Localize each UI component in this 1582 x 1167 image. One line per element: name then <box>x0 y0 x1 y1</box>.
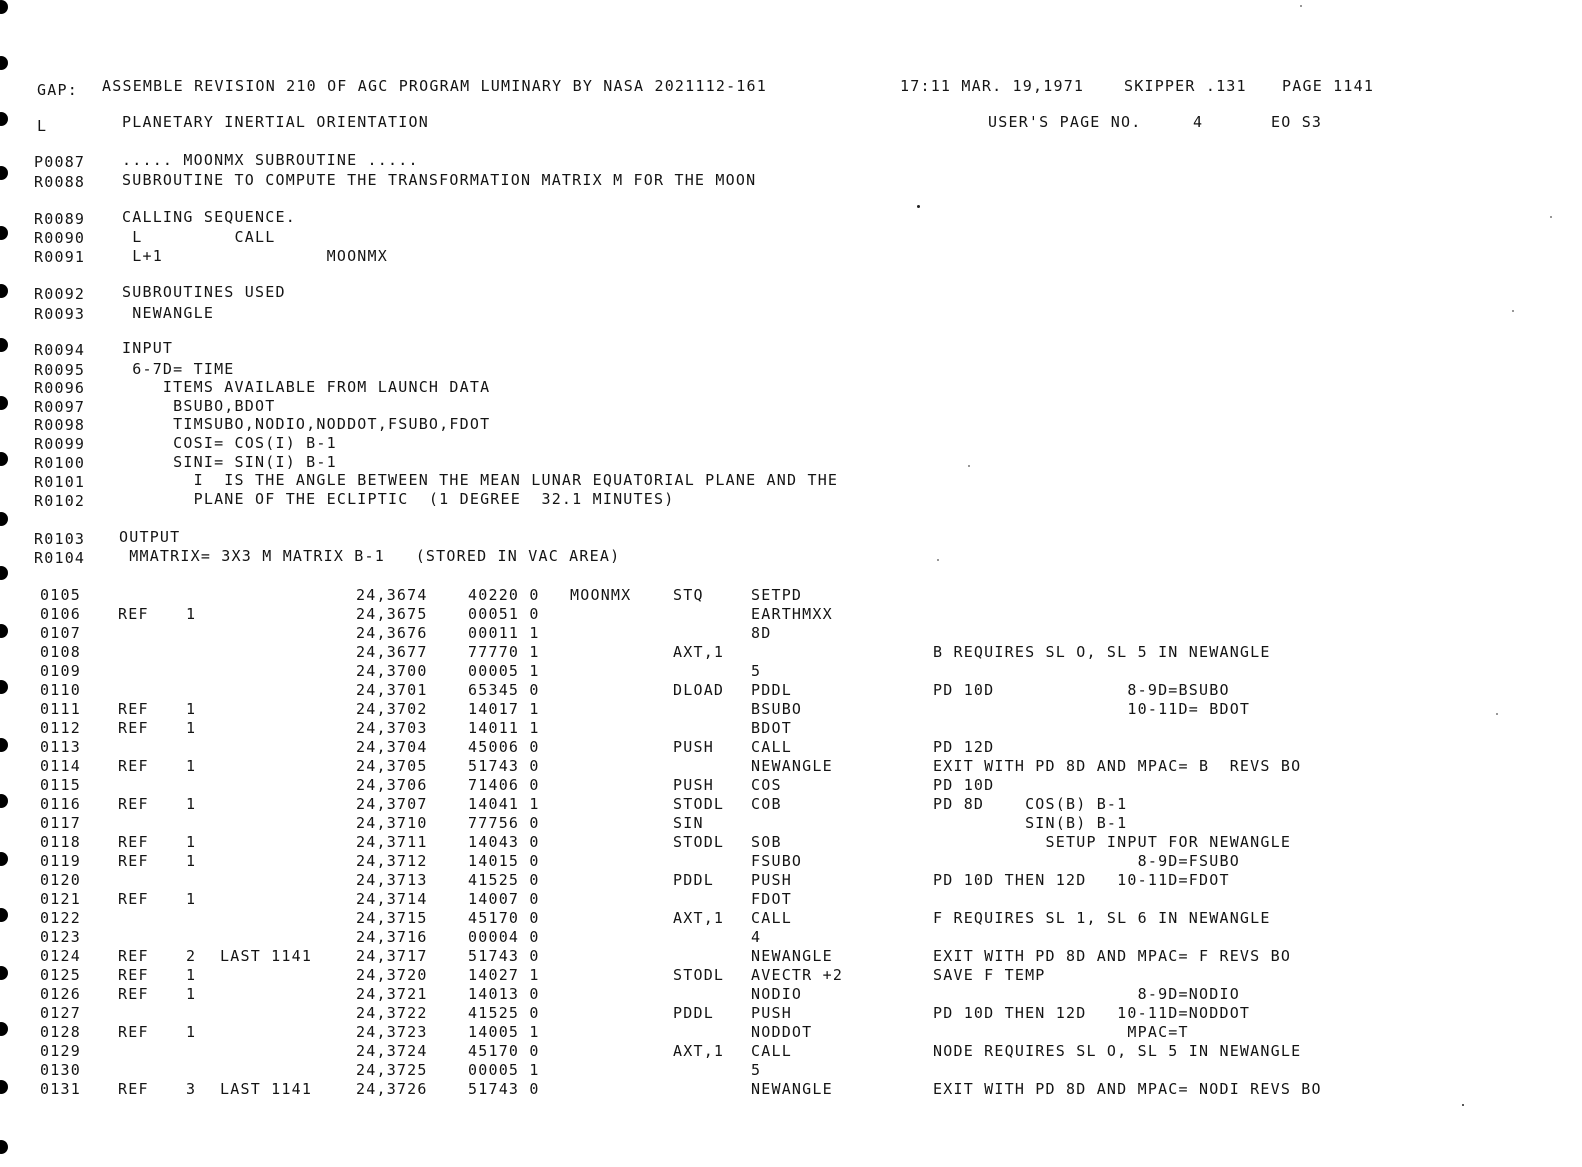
octal-word: 77770 1 <box>468 643 540 661</box>
line-number: 0115 <box>40 776 81 794</box>
octal-word: 45170 0 <box>468 909 540 927</box>
remark-num: R0092 <box>34 285 86 303</box>
opcode-1: PUSH <box>673 776 714 794</box>
octal-word: 51743 0 <box>468 947 540 965</box>
octal-word: 41525 0 <box>468 871 540 889</box>
octal-word: 00005 1 <box>468 1061 540 1079</box>
opcode-1: AXT,1 <box>673 909 725 927</box>
address: 24,3700 <box>356 662 428 680</box>
line-number: 0107 <box>40 624 81 642</box>
remark-text: PLANE OF THE ECLIPTIC (1 DEGREE 32.1 MINUTES) <box>122 490 675 508</box>
header-gap-label: GAP: <box>37 81 78 99</box>
opcode-2: NEWANGLE <box>751 1080 833 1098</box>
address: 24,3712 <box>356 852 428 870</box>
header-skipper: SKIPPER .131 <box>1124 77 1247 95</box>
line-number: 0114 <box>40 757 81 775</box>
opcode-2: NEWANGLE <box>751 947 833 965</box>
ref-label: REF <box>118 605 149 623</box>
address: 24,3710 <box>356 814 428 832</box>
remark-num: R0100 <box>34 454 86 472</box>
remark-text: CALLING SEQUENCE. <box>122 208 296 226</box>
octal-word: 14007 0 <box>468 890 540 908</box>
ref-label: REF <box>118 852 149 870</box>
address: 24,3715 <box>356 909 428 927</box>
header-title: ASSEMBLE REVISION 210 OF AGC PROGRAM LUMINARY BY NASA 2021112-161 <box>102 77 767 95</box>
ref-label: REF <box>118 1023 149 1041</box>
octal-word: 14005 1 <box>468 1023 540 1041</box>
line-number: 0118 <box>40 833 81 851</box>
remark-text: SUBROUTINES USED <box>122 283 286 301</box>
comment: 8-9D=NODIO <box>933 985 1240 1003</box>
opcode-1: PUSH <box>673 738 714 756</box>
comment: EXIT WITH PD 8D AND MPAC= F REVS BO <box>933 947 1292 965</box>
ref-label: REF <box>118 700 149 718</box>
opcode-2: 8D <box>751 624 772 642</box>
line-number: 0120 <box>40 871 81 889</box>
address: 24,3717 <box>356 947 428 965</box>
line-number: 0106 <box>40 605 81 623</box>
users-page-number: 4 <box>1193 113 1204 131</box>
remark-num: R0103 <box>34 530 86 548</box>
remark-text: OUTPUT <box>119 528 181 546</box>
comment: SETUP INPUT FOR NEWANGLE <box>933 833 1292 851</box>
address: 24,3716 <box>356 928 428 946</box>
address: 24,3726 <box>356 1080 428 1098</box>
remark-text: COSI= COS(I) B-1 <box>122 434 337 452</box>
remark-num: R0096 <box>34 379 86 397</box>
octal-word: 14015 0 <box>468 852 540 870</box>
remark-text: ..... MOONMX SUBROUTINE ..... <box>122 151 419 169</box>
remark-num: R0088 <box>34 173 86 191</box>
octal-word: 14043 0 <box>468 833 540 851</box>
ref-count: 3 <box>186 1080 197 1098</box>
opcode-2: CALL <box>751 909 792 927</box>
comment: PD 10D THEN 12D 10-11D=FDOT <box>933 871 1230 889</box>
comment: 8-9D=FSUBO <box>933 852 1240 870</box>
subheader-l: L <box>37 117 48 135</box>
ref-count: 1 <box>186 795 197 813</box>
subheader-title: PLANETARY INERTIAL ORIENTATION <box>122 113 429 131</box>
opcode-2: COB <box>751 795 782 813</box>
opcode-2: AVECTR +2 <box>751 966 844 984</box>
users-page-label: USER'S PAGE NO. <box>988 113 1142 131</box>
header-page: PAGE 1141 <box>1282 77 1375 95</box>
ref-label: REF <box>118 890 149 908</box>
opcode-2: FSUBO <box>751 852 803 870</box>
address: 24,3714 <box>356 890 428 908</box>
ref-count: 1 <box>186 833 197 851</box>
address: 24,3706 <box>356 776 428 794</box>
line-number: 0124 <box>40 947 81 965</box>
address: 24,3701 <box>356 681 428 699</box>
address: 24,3720 <box>356 966 428 984</box>
line-number: 0130 <box>40 1061 81 1079</box>
ref-count: 1 <box>186 605 197 623</box>
last-page: LAST 1141 <box>220 947 313 965</box>
remark-text: I IS THE ANGLE BETWEEN THE MEAN LUNAR EQUATORIAL PLANE AND THE <box>122 471 839 489</box>
remark-text: INPUT <box>122 339 174 357</box>
comment: 10-11D= BDOT <box>933 700 1251 718</box>
octal-word: 41525 0 <box>468 1004 540 1022</box>
octal-word: 45006 0 <box>468 738 540 756</box>
opcode-1: DLOAD <box>673 681 725 699</box>
opcode-2: NODDOT <box>751 1023 813 1041</box>
ref-label: REF <box>118 833 149 851</box>
comment: PD 10D 8-9D=BSUBO <box>933 681 1230 699</box>
remark-text: SUBROUTINE TO COMPUTE THE TRANSFORMATION MATRIX M FOR THE MOON <box>122 171 757 189</box>
address: 24,3703 <box>356 719 428 737</box>
line-number: 0111 <box>40 700 81 718</box>
octal-word: 14013 0 <box>468 985 540 1003</box>
opcode-2: SOB <box>751 833 782 851</box>
comment: PD 10D <box>933 776 995 794</box>
opcode-1: AXT,1 <box>673 1042 725 1060</box>
comment: F REQUIRES SL 1, SL 6 IN NEWANGLE <box>933 909 1271 927</box>
opcode-2: CALL <box>751 1042 792 1060</box>
octal-word: 77756 0 <box>468 814 540 832</box>
ref-count: 1 <box>186 719 197 737</box>
ref-label: REF <box>118 757 149 775</box>
opcode-2: 4 <box>751 928 762 946</box>
line-number: 0127 <box>40 1004 81 1022</box>
opcode-1: PDDL <box>673 871 714 889</box>
line-number: 0119 <box>40 852 81 870</box>
opcode-2: SETPD <box>751 586 803 604</box>
address: 24,3707 <box>356 795 428 813</box>
octal-word: 14011 1 <box>468 719 540 737</box>
address: 24,3704 <box>356 738 428 756</box>
remark-num: R0104 <box>34 549 86 567</box>
line-number: 0125 <box>40 966 81 984</box>
ref-label: REF <box>118 1080 149 1098</box>
ref-label: REF <box>118 985 149 1003</box>
remark-text: L+1 MOONMX <box>122 247 388 265</box>
remark-text: 6-7D= TIME <box>122 360 235 378</box>
comment: MPAC=T <box>933 1023 1189 1041</box>
octal-word: 45170 0 <box>468 1042 540 1060</box>
opcode-2: NODIO <box>751 985 803 1003</box>
remark-text: NEWANGLE <box>122 304 215 322</box>
octal-word: 40220 0 <box>468 586 540 604</box>
line-number: 0122 <box>40 909 81 927</box>
address: 24,3722 <box>356 1004 428 1022</box>
address: 24,3676 <box>356 624 428 642</box>
ref-count: 1 <box>186 700 197 718</box>
remark-num: R0090 <box>34 229 86 247</box>
ref-count: 1 <box>186 890 197 908</box>
opcode-1: STODL <box>673 966 725 984</box>
comment: NODE REQUIRES SL O, SL 5 IN NEWANGLE <box>933 1042 1302 1060</box>
remark-num: R0091 <box>34 248 86 266</box>
remark-num: R0093 <box>34 305 86 323</box>
opcode-2: PUSH <box>751 871 792 889</box>
octal-word: 14017 1 <box>468 700 540 718</box>
opcode-2: FDOT <box>751 890 792 908</box>
comment: PD 12D <box>933 738 995 756</box>
octal-word: 00005 1 <box>468 662 540 680</box>
opcode-2: CALL <box>751 738 792 756</box>
address: 24,3713 <box>356 871 428 889</box>
address: 24,3702 <box>356 700 428 718</box>
opcode-1: STODL <box>673 833 725 851</box>
ref-count: 1 <box>186 852 197 870</box>
line-number: 0123 <box>40 928 81 946</box>
line-number: 0117 <box>40 814 81 832</box>
octal-word: 00011 1 <box>468 624 540 642</box>
ref-label: REF <box>118 795 149 813</box>
octal-word: 51743 0 <box>468 1080 540 1098</box>
line-number: 0131 <box>40 1080 81 1098</box>
octal-word: 14041 1 <box>468 795 540 813</box>
remark-text: TIMSUBO,NODIO,NODDOT,FSUBO,FDOT <box>122 415 491 433</box>
remark-num: P0087 <box>34 153 86 171</box>
line-number: 0126 <box>40 985 81 1003</box>
comment: SIN(B) B-1 <box>933 814 1128 832</box>
opcode-1: PDDL <box>673 1004 714 1022</box>
line-number: 0113 <box>40 738 81 756</box>
remark-text: ITEMS AVAILABLE FROM LAUNCH DATA <box>122 378 491 396</box>
opcode-2: PDDL <box>751 681 792 699</box>
remark-num: R0089 <box>34 210 86 228</box>
opcode-2: BSUBO <box>751 700 803 718</box>
octal-word: 00004 0 <box>468 928 540 946</box>
line-number: 0112 <box>40 719 81 737</box>
ref-label: REF <box>118 719 149 737</box>
comment: EXIT WITH PD 8D AND MPAC= NODI REVS BO <box>933 1080 1322 1098</box>
opcode-2: NEWANGLE <box>751 757 833 775</box>
remark-num: R0097 <box>34 398 86 416</box>
remark-text: MMATRIX= 3X3 M MATRIX B-1 (STORED IN VAC AREA) <box>119 547 621 565</box>
comment: PD 8D COS(B) B-1 <box>933 795 1128 813</box>
octal-word: 00051 0 <box>468 605 540 623</box>
address: 24,3674 <box>356 586 428 604</box>
ref-count: 2 <box>186 947 197 965</box>
remark-text: L CALL <box>122 228 276 246</box>
remark-text: SINI= SIN(I) B-1 <box>122 453 337 471</box>
ref-label: REF <box>118 966 149 984</box>
symbol-label: MOONMX <box>570 586 632 604</box>
eo-label: EO S3 <box>1271 113 1323 131</box>
line-number: 0128 <box>40 1023 81 1041</box>
opcode-2: 5 <box>751 1061 762 1079</box>
address: 24,3723 <box>356 1023 428 1041</box>
last-page: LAST 1141 <box>220 1080 313 1098</box>
address: 24,3677 <box>356 643 428 661</box>
header-datetime: 17:11 MAR. 19,1971 <box>900 77 1085 95</box>
ref-count: 1 <box>186 985 197 1003</box>
octal-word: 71406 0 <box>468 776 540 794</box>
address: 24,3721 <box>356 985 428 1003</box>
remark-num: R0101 <box>34 473 86 491</box>
opcode-2: EARTHMXX <box>751 605 833 623</box>
opcode-2: PUSH <box>751 1004 792 1022</box>
line-number: 0121 <box>40 890 81 908</box>
remark-text: BSUBO,BDOT <box>122 397 276 415</box>
address: 24,3724 <box>356 1042 428 1060</box>
octal-word: 14027 1 <box>468 966 540 984</box>
ref-count: 1 <box>186 757 197 775</box>
remark-num: R0099 <box>34 435 86 453</box>
address: 24,3711 <box>356 833 428 851</box>
opcode-1: AXT,1 <box>673 643 725 661</box>
octal-word: 65345 0 <box>468 681 540 699</box>
comment: B REQUIRES SL O, SL 5 IN NEWANGLE <box>933 643 1271 661</box>
opcode-2: BDOT <box>751 719 792 737</box>
line-number: 0129 <box>40 1042 81 1060</box>
ref-count: 1 <box>186 966 197 984</box>
line-number: 0108 <box>40 643 81 661</box>
comment: SAVE F TEMP <box>933 966 1046 984</box>
comment: EXIT WITH PD 8D AND MPAC= B REVS BO <box>933 757 1302 775</box>
address: 24,3705 <box>356 757 428 775</box>
opcode-1: STQ <box>673 586 704 604</box>
ref-label: REF <box>118 947 149 965</box>
opcode-2: 5 <box>751 662 762 680</box>
remark-num: R0098 <box>34 416 86 434</box>
address: 24,3725 <box>356 1061 428 1079</box>
ref-count: 1 <box>186 1023 197 1041</box>
remark-num: R0095 <box>34 361 86 379</box>
line-number: 0116 <box>40 795 81 813</box>
octal-word: 51743 0 <box>468 757 540 775</box>
opcode-1: SIN <box>673 814 704 832</box>
remark-num: R0102 <box>34 492 86 510</box>
opcode-2: COS <box>751 776 782 794</box>
line-number: 0109 <box>40 662 81 680</box>
line-number: 0105 <box>40 586 81 604</box>
line-number: 0110 <box>40 681 81 699</box>
opcode-1: STODL <box>673 795 725 813</box>
comment: PD 10D THEN 12D 10-11D=NODDOT <box>933 1004 1251 1022</box>
remark-num: R0094 <box>34 341 86 359</box>
address: 24,3675 <box>356 605 428 623</box>
